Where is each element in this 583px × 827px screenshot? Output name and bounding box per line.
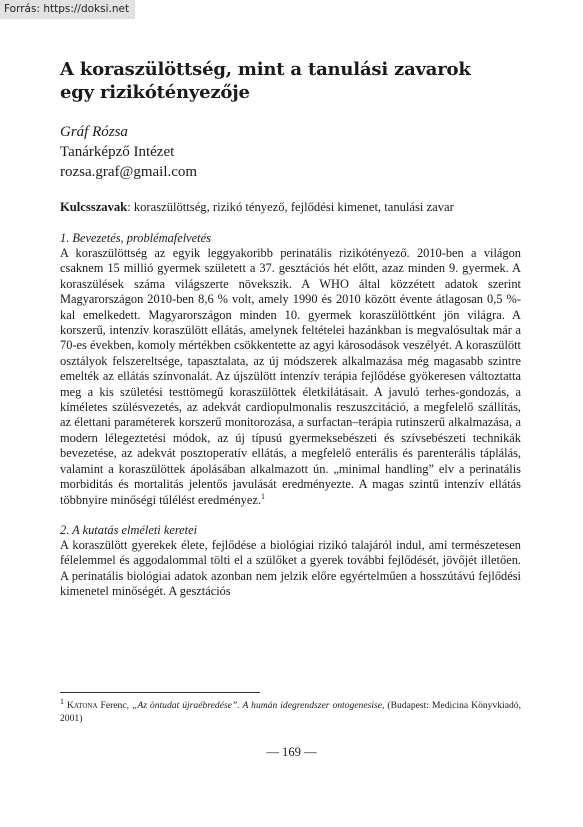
keywords bbox=[60, 199, 521, 215]
keywords-label: Kulcsszavak bbox=[60, 200, 128, 214]
paragraph-text: A koraszülöttség az egyik leggyakoribb perinatális rizikótényező. 2010-ben a világon csaknem 15 millió gyermek született a 37. gesztációs hét előtt, azaz minden 9. gyermek. A koraszülések száma világszerte növekszik. A WHO által közzétett adatok szerint Magyarországon 2010-ben 8,6 % volt, amely 1990 és 2010 között évente átlagosan 0,5 %-kal emelkedett. Magyarországon minden 10. gyermek koraszülöttként jön világra. A korszerű, intenzív koraszülött ellátás, amelynek feltételei hazánkban is megvalósultak már a 70-es években, komoly mértékben csökkentette az agyi károsodások veszélyét. A koraszülött osztályok felszereltsége, tapasztalata, az új módszerek alkalmazása még magasabb szintre emelték az ellátás színvonalát. Az újszülött intenzív terápia fejlődése gyökeresen változtatta meg a kis születési testtömegű koraszülöttek életkilátásait. A javuló terhes-gondozás, a kíméletes szülésvezetés, az adekvát cardiopulmonalis reszuszcitáció, a megfelelő szállítás, az élettani paraméterek korszerű monitorozása, a surfactan–terápia rutinszerű alkalmazása, a modern lélegeztetési módok, az új típusú gyermeksebészeti és szívsebészeti technikák bevezetése, az adekvát posztoperatív ellátás, a megfelelő enterális és parenterális táplálás, valamint a koraszülöttek ápolásában alkalmazott ún. „minimal handling” elv a perinatális morbiditás és mortalitás jelentős javulását eredményezte. A magas szintű intenzív ellátás többnyire minőségi túlélést eredményez. bbox=[60, 246, 521, 507]
author-institution: Tanárképző Intézet bbox=[60, 144, 175, 160]
footnote-divider bbox=[60, 692, 260, 693]
article-page bbox=[60, 58, 521, 600]
article-title bbox=[60, 58, 521, 104]
section-paragraph-framework: A koraszülött gyerekek élete, fejlődése a biológiai rizikó talajáról indul, ami természetesen félelemmel és aggodalommal tölti el a szülőket a gyerek további fejlődését, jövőjét illetően. A perinatális biológiai adatok azonban nem jelzik előre egyértelműen a hosszútávú fejlődési kimenetel minőségét. A gesztációs bbox=[60, 537, 521, 599]
footnote-title: „Az öntudat újraébredése”. A humán idegrendszer ontogenesise bbox=[132, 700, 383, 711]
section-heading-intro: 1. Bevezetés, problémafelvetés bbox=[60, 231, 211, 245]
author-name: Gráf Rózsa bbox=[60, 124, 128, 140]
page-number: — 169 — bbox=[266, 745, 317, 759]
author-block bbox=[60, 122, 521, 182]
footnote-author-rest: Ferenc, bbox=[97, 700, 132, 711]
section-paragraph-intro bbox=[60, 246, 521, 508]
section-heading-framework: 2. A kutatás elméleti keretei bbox=[60, 522, 198, 537]
source-label: Forrás: https://doksi.net bbox=[0, 0, 135, 19]
title-line-1: A koraszülöttség, mint a tanulási zavarok bbox=[60, 59, 471, 80]
footnote-author: Katona bbox=[66, 700, 98, 711]
title-line-2: egy rizikótényezője bbox=[60, 82, 250, 103]
footnote-reference: 1 bbox=[260, 491, 265, 501]
author-email: rozsa.graf@gmail.com bbox=[60, 164, 198, 180]
keywords-text: : koraszülöttség, rizikó tényező, fejlődési kimenet, tanulási zavar bbox=[127, 200, 454, 214]
footnote-details: , (Budapest: Medicina Könyvkiadó, 2001) bbox=[60, 700, 521, 724]
footnote-number: 1 bbox=[60, 696, 64, 706]
footnote bbox=[60, 696, 521, 725]
